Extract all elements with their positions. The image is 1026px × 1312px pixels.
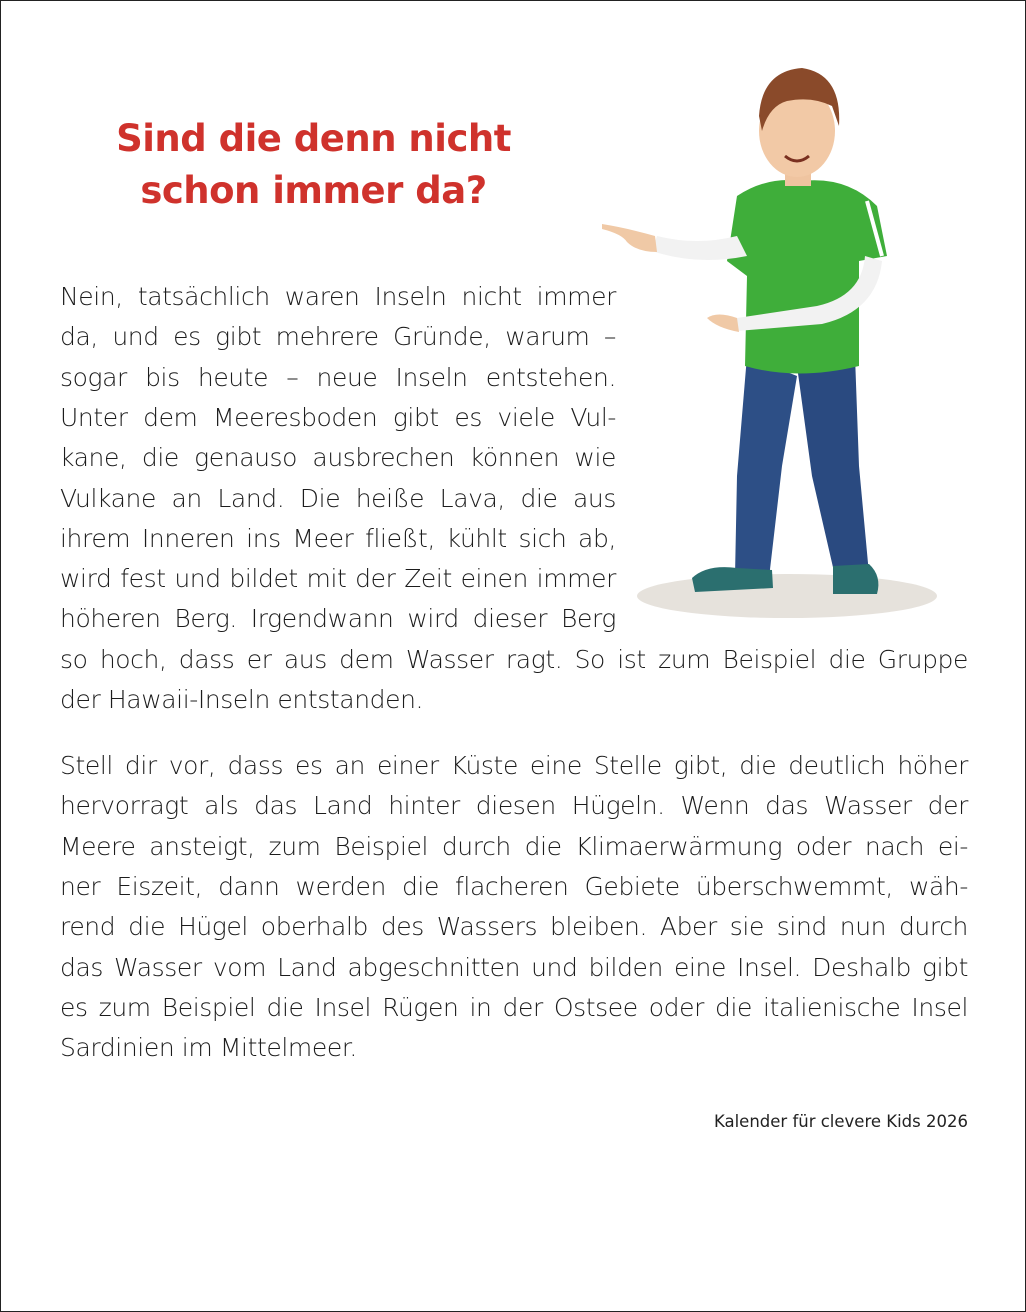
pointing-boy-illustration — [597, 56, 942, 631]
paragraph-1-line: kane, die genauso ausbrechen können wie — [60, 443, 616, 473]
footer-credit: Kalender für clevere Kids 2026 — [713, 1112, 968, 1131]
paragraph-2-line: hervorragt als das Land hinter diesen Hügeln. Wenn das Wasser der — [60, 791, 968, 821]
page-title — [61, 113, 566, 217]
paragraph-2-line: Stell dir vor, dass es an einer Küste eine Stelle gibt, die deutlich höher — [60, 751, 968, 780]
paragraph-1-line: höheren Berg. Irgendwann wird dieser Berg — [60, 604, 616, 634]
title-line-2: schon immer da? — [140, 169, 487, 212]
paragraph-2-line: rend die Hügel oberhalb des Wassers bleiben. Aber sie sind nun durch — [60, 912, 968, 942]
paragraph-1-line: wird fest und bildet mit der Zeit einen immer — [60, 564, 616, 594]
paragraph-1-line: ihrem Inneren ins Meer fließt, kühlt sich ab, — [60, 523, 616, 553]
paragraph-2-line: ner Eiszeit, dann werden die flacheren Gebiete überschwemmt, wäh- — [60, 871, 968, 901]
paragraph-2-line: es zum Beispiel die Insel Rügen in der Ostsee oder die italienische Insel — [60, 992, 968, 1022]
paragraph-1-line: so hoch, dass er aus dem Wasser ragt. So ist zum Beispiel die Gruppe — [60, 644, 968, 674]
paragraph-2-line: das Wasser vom Land abgeschnitten und bilden eine Insel. Deshalb gibt — [60, 952, 968, 982]
paragraph-1-line: Vulkane an Land. Die heiße Lava, die aus — [60, 483, 616, 513]
paragraph-1-line: sogar bis heute – neue Inseln entstehen. — [60, 362, 616, 392]
paragraph-2-line: Meere ansteigt, zum Beispiel durch die Klimaerwärmung oder nach ei- — [60, 831, 968, 861]
paragraph-2-line: Sardinien im Mittelmeer. — [60, 1033, 357, 1063]
paragraph-1-line: der Hawaii-Inseln entstanden. — [60, 685, 424, 714]
title-line-1: Sind die denn nicht — [116, 117, 511, 160]
paragraph-1-line: Unter dem Meeresboden gibt es viele Vul- — [60, 402, 616, 432]
paragraph-1-line: Nein, tatsächlich waren Inseln nicht immer — [60, 282, 616, 311]
paragraph-1-line: da, und es gibt mehrere Gründe, warum – — [60, 322, 616, 352]
